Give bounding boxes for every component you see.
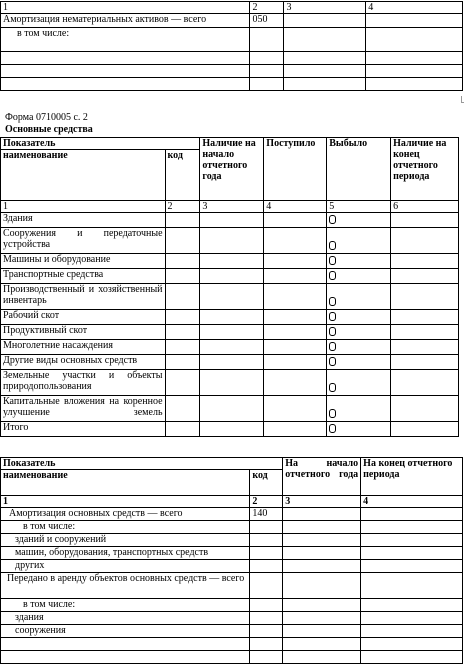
row-label: Амортизация основных средств — всего <box>1 508 250 521</box>
table-cell[interactable] <box>165 325 200 340</box>
table-cell[interactable] <box>250 638 283 651</box>
table-cell[interactable] <box>361 638 463 651</box>
table-cell[interactable] <box>200 284 264 310</box>
table-row <box>1 625 463 638</box>
table-cell[interactable] <box>165 228 200 254</box>
row-label: в том числе: <box>1 521 250 534</box>
row-label: Многолетние насаждения <box>1 340 166 355</box>
table-row <box>1 396 459 422</box>
row-label: Сооружения и передаточные устройства <box>1 228 166 254</box>
table-cell[interactable] <box>250 547 283 560</box>
table-cell[interactable] <box>327 213 391 228</box>
table-cell[interactable] <box>250 78 284 91</box>
column-number: 2 <box>165 201 200 213</box>
table-cell[interactable] <box>250 573 283 599</box>
circle-mark-icon <box>329 424 336 433</box>
table-cell[interactable] <box>327 370 391 396</box>
table-cell[interactable] <box>165 310 200 325</box>
table-row <box>1 521 463 534</box>
table-cell[interactable] <box>361 599 463 612</box>
table-cell[interactable] <box>1 78 250 91</box>
fixed-assets-table <box>0 137 459 437</box>
indicator-header: Показатель <box>1 138 200 150</box>
col-start-text: Наличие на начало отчетного года <box>202 138 256 182</box>
table-cell[interactable] <box>200 396 264 422</box>
intangible-amortization-table <box>0 1 463 91</box>
table-cell[interactable] <box>327 254 391 269</box>
table-cell[interactable] <box>361 508 463 521</box>
table-row <box>1 370 459 396</box>
table-cell[interactable] <box>200 340 264 355</box>
table-cell[interactable] <box>327 310 391 325</box>
table-cell[interactable] <box>200 269 264 284</box>
form-caption: Форма 0710005 с. 2 <box>5 112 88 123</box>
table-cell[interactable] <box>250 612 283 625</box>
table-row <box>1 213 459 228</box>
table-cell[interactable] <box>361 612 463 625</box>
indicator-header: Показатель <box>1 458 283 470</box>
table-cell[interactable] <box>200 228 264 254</box>
column-number: 1 <box>1 2 250 14</box>
column-number: 4 <box>366 2 463 14</box>
row-label: Транспортные средства <box>1 269 166 284</box>
table-cell[interactable] <box>283 599 361 612</box>
table-row <box>1 2 463 14</box>
table-cell[interactable] <box>361 625 463 638</box>
table-cell[interactable] <box>391 422 459 437</box>
table-cell[interactable] <box>366 28 463 52</box>
table-cell[interactable] <box>250 625 283 638</box>
row-label: в том числе: <box>1 599 250 612</box>
column-number: 3 <box>200 201 264 213</box>
col-start-header: На начало отчетного года <box>283 458 361 496</box>
row-label: Итого <box>1 422 166 437</box>
table-cell[interactable] <box>283 521 361 534</box>
table-row <box>1 14 463 28</box>
row-label: здания <box>1 612 250 625</box>
column-number: 4 <box>361 496 463 508</box>
table-cell[interactable] <box>391 355 459 370</box>
table-cell[interactable] <box>284 78 366 91</box>
table-cell[interactable] <box>264 370 327 396</box>
table-cell[interactable] <box>200 355 264 370</box>
table-cell[interactable] <box>327 269 391 284</box>
table-cell[interactable] <box>264 284 327 310</box>
name-header: наименование <box>1 150 166 201</box>
table-row <box>1 65 463 78</box>
table-cell[interactable] <box>391 310 459 325</box>
table-cell[interactable] <box>361 521 463 534</box>
table-cell[interactable] <box>250 28 284 52</box>
table-cell[interactable] <box>391 228 459 254</box>
row-label: Машины и оборудование <box>1 254 166 269</box>
table-cell[interactable] <box>250 651 283 664</box>
table-cell[interactable] <box>284 65 366 78</box>
row-label: в том числе: <box>1 28 250 52</box>
table-cell[interactable] <box>264 396 327 422</box>
table-row <box>1 422 459 437</box>
row-label: Продуктивный скот <box>1 325 166 340</box>
row-label: зданий и сооружений <box>1 534 250 547</box>
table-cell[interactable] <box>327 284 391 310</box>
table-cell[interactable] <box>264 269 327 284</box>
table-row <box>1 254 459 269</box>
table-cell[interactable] <box>165 370 200 396</box>
table-cell[interactable] <box>200 254 264 269</box>
table-row <box>1 612 463 625</box>
table-row <box>1 138 459 150</box>
table-cell[interactable] <box>283 625 361 638</box>
section-title: Основные средства <box>5 124 93 135</box>
row-label: машин, оборудования, транспортных средств <box>1 547 250 560</box>
table-cell[interactable] <box>391 325 459 340</box>
table-cell[interactable] <box>361 573 463 599</box>
table-row <box>1 325 459 340</box>
table-cell[interactable] <box>264 355 327 370</box>
table-cell[interactable] <box>283 651 361 664</box>
table-row <box>1 228 459 254</box>
table-cell[interactable] <box>284 14 366 28</box>
table-cell[interactable] <box>1 651 250 664</box>
table-cell[interactable] <box>165 254 200 269</box>
table-cell[interactable] <box>327 325 391 340</box>
table-cell[interactable] <box>283 638 361 651</box>
table-cell[interactable] <box>283 534 361 547</box>
table-cell[interactable] <box>200 310 264 325</box>
table-row <box>1 201 459 213</box>
table-cell[interactable] <box>264 228 327 254</box>
table-row <box>1 547 463 560</box>
table-cell[interactable] <box>264 254 327 269</box>
table-cell[interactable] <box>327 422 391 437</box>
code-header: код <box>165 150 200 201</box>
table-row <box>1 560 463 573</box>
col-end-header: Наличие на конец отчетного периода <box>391 138 459 201</box>
circle-mark-icon <box>329 241 336 250</box>
table-cell[interactable] <box>200 213 264 228</box>
column-number: 2 <box>250 2 284 14</box>
table-cell[interactable] <box>391 284 459 310</box>
table-cell[interactable] <box>165 396 200 422</box>
table-cell[interactable] <box>327 228 391 254</box>
column-number: 6 <box>391 201 459 213</box>
row-label: сооружения <box>1 625 250 638</box>
circle-mark-icon <box>329 357 336 366</box>
table-cell[interactable] <box>165 269 200 284</box>
column-number: 2 <box>250 496 283 508</box>
table-cell[interactable] <box>200 370 264 396</box>
table-cell[interactable] <box>264 422 327 437</box>
table-cell[interactable] <box>366 65 463 78</box>
column-number: 3 <box>283 496 361 508</box>
table-cell[interactable] <box>391 213 459 228</box>
table-cell[interactable] <box>250 599 283 612</box>
table-cell[interactable] <box>391 370 459 396</box>
row-label: Земельные участки и объекты природопользования <box>1 370 166 396</box>
table-cell[interactable] <box>165 340 200 355</box>
row-label: Здания <box>1 213 166 228</box>
column-number: 4 <box>264 201 327 213</box>
table-cell[interactable] <box>165 213 200 228</box>
name-header: наименование <box>1 470 250 496</box>
fixed-assets-amortization-table <box>0 457 463 664</box>
row-label: других <box>1 560 250 573</box>
table-cell[interactable] <box>264 325 327 340</box>
table-cell[interactable] <box>200 325 264 340</box>
column-number: 5 <box>327 201 391 213</box>
row-label: Капитальные вложения на коренное улучшение земель <box>1 396 166 422</box>
circle-mark-icon <box>329 271 336 280</box>
table-row <box>1 534 463 547</box>
col-received-header: Поступило <box>264 138 327 201</box>
table-cell[interactable] <box>165 284 200 310</box>
table-cell[interactable] <box>250 560 283 573</box>
table-cell[interactable] <box>264 340 327 355</box>
circle-mark-icon <box>329 383 336 392</box>
table-row <box>1 78 463 91</box>
table-row <box>1 355 459 370</box>
table-row <box>1 28 463 52</box>
table-cell[interactable] <box>391 254 459 269</box>
row-label: Рабочий скот <box>1 310 166 325</box>
circle-mark-icon <box>329 215 336 224</box>
row-label: Амортизация нематериальных активов — всего <box>1 14 250 28</box>
table-cell[interactable] <box>283 573 361 599</box>
table-cell[interactable] <box>250 52 284 65</box>
table-cell[interactable] <box>1 52 250 65</box>
table-row <box>1 458 463 470</box>
table-row <box>1 269 459 284</box>
table-cell[interactable] <box>165 422 200 437</box>
table-cell[interactable] <box>264 213 327 228</box>
column-number: 1 <box>1 201 166 213</box>
table-cell[interactable] <box>327 396 391 422</box>
row-code: 140 <box>250 508 283 521</box>
table-cell[interactable] <box>327 355 391 370</box>
table-cell[interactable] <box>366 14 463 28</box>
circle-mark-icon <box>329 312 336 321</box>
table-cell[interactable] <box>366 52 463 65</box>
table-cell[interactable] <box>284 52 366 65</box>
table-cell[interactable] <box>361 547 463 560</box>
row-code: 050 <box>250 14 284 28</box>
row-label: Другие виды основных средств <box>1 355 166 370</box>
table-row <box>1 638 463 651</box>
table-cell[interactable] <box>366 78 463 91</box>
row-label: Производственный и хозяйственный инвентарь <box>1 284 166 310</box>
table-row <box>1 508 463 521</box>
table-row <box>1 496 463 508</box>
circle-mark-icon <box>329 342 336 351</box>
column-number: 1 <box>1 496 250 508</box>
table-cell[interactable] <box>391 340 459 355</box>
code-header: код <box>250 470 283 496</box>
table-row <box>1 52 463 65</box>
table-cell[interactable] <box>250 534 283 547</box>
table-row <box>1 340 459 355</box>
table-cell[interactable] <box>327 340 391 355</box>
table-cell[interactable] <box>264 310 327 325</box>
table-row <box>1 599 463 612</box>
table-cell[interactable] <box>283 612 361 625</box>
table-cell[interactable] <box>361 560 463 573</box>
col-disposed-header: Выбыло <box>327 138 391 201</box>
table-row <box>1 284 459 310</box>
circle-mark-icon <box>329 256 336 265</box>
table-cell[interactable] <box>283 508 361 521</box>
table-cell[interactable] <box>283 560 361 573</box>
table-cell[interactable] <box>391 396 459 422</box>
table-cell[interactable] <box>361 534 463 547</box>
col-start-header <box>200 138 264 201</box>
table-cell[interactable] <box>284 28 366 52</box>
circle-mark-icon <box>329 297 336 306</box>
circle-mark-icon <box>329 409 336 418</box>
table-cell[interactable] <box>1 65 250 78</box>
row-label: Передано в аренду объектов основных средств — всего <box>1 573 250 599</box>
table-row <box>1 310 459 325</box>
table-cell[interactable] <box>165 355 200 370</box>
table-row <box>1 573 463 599</box>
table-cell[interactable] <box>283 547 361 560</box>
circle-mark-icon <box>329 327 336 336</box>
table-cell[interactable] <box>391 269 459 284</box>
table-cell[interactable] <box>361 651 463 664</box>
col-end-header: На конец отчетного периода <box>361 458 463 496</box>
table-cell[interactable] <box>1 638 250 651</box>
table-cell[interactable] <box>250 65 284 78</box>
table-cell[interactable] <box>200 422 264 437</box>
column-number: 3 <box>284 2 366 14</box>
table-row <box>1 651 463 664</box>
table-cell[interactable] <box>250 521 283 534</box>
